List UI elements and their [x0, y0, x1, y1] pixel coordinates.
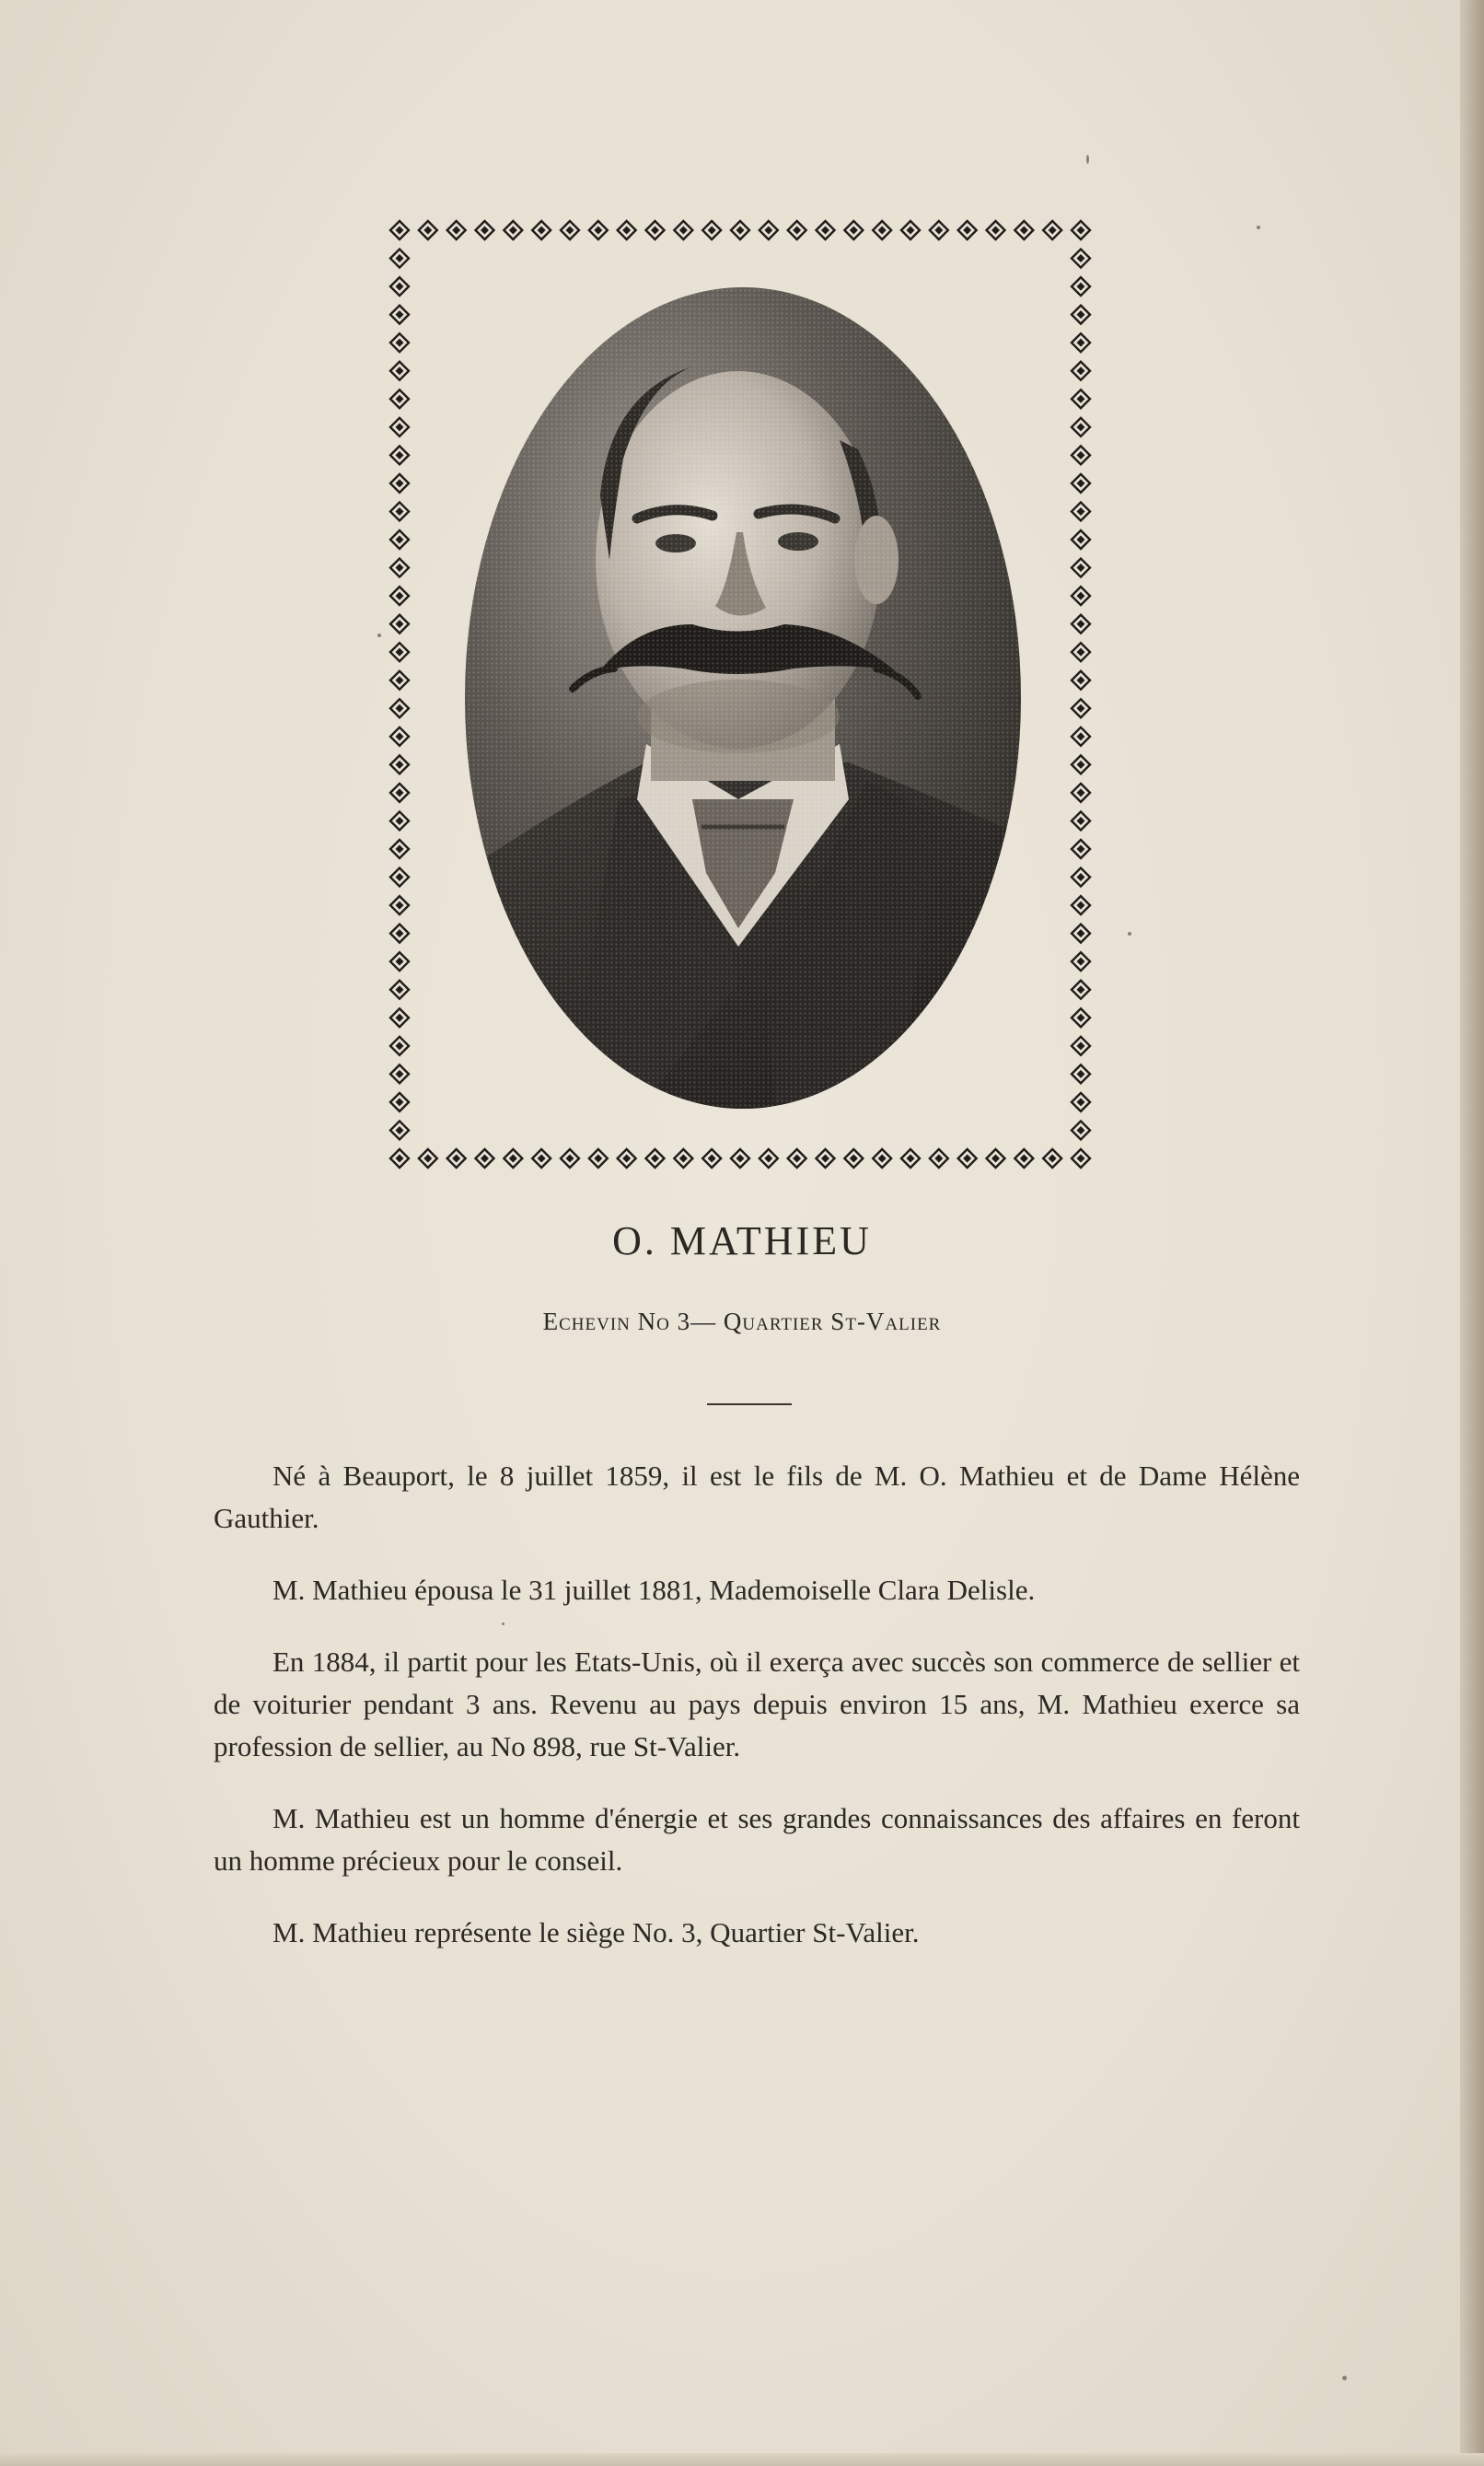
diamond-ornament-icon [390, 1149, 409, 1168]
diamond-ornament-icon [1072, 418, 1090, 436]
portrait-subtitle: Echevin No 3— Quartier St-Valier [542, 1308, 942, 1335]
diamond-ornament-icon [390, 1008, 409, 1027]
portrait-photo [462, 284, 1024, 1112]
diamond-ornament-icon [702, 1149, 721, 1168]
diamond-ornament-icon [930, 221, 948, 239]
biography-paragraph: M. Mathieu est un homme d'énergie et ses grandes connaissances des affaires en feront un homme précieux pour le conseil. [214, 1802, 1300, 1877]
diamond-ornament-icon [1072, 671, 1090, 690]
diamond-ornament-icon [390, 1064, 409, 1083]
diamond-ornament-icon [1072, 250, 1090, 268]
diamond-ornament-icon [817, 221, 835, 239]
diamond-ornament-icon [1072, 1149, 1090, 1168]
diamond-ornament-icon [1072, 727, 1090, 746]
diamond-ornament-icon [1072, 221, 1090, 239]
diamond-ornament-icon [390, 446, 409, 464]
diamond-ornament-icon [390, 868, 409, 887]
diamond-ornament-icon [1072, 1121, 1090, 1139]
diamond-ornament-icon [1014, 221, 1033, 239]
diamond-ornament-icon [1072, 755, 1090, 774]
diamond-ornament-icon [1072, 1037, 1090, 1055]
diamond-ornament-icon [1072, 811, 1090, 830]
diamond-ornament-icon [390, 250, 409, 268]
diamond-ornament-icon [390, 671, 409, 690]
diamond-ornament-icon [1072, 530, 1090, 549]
diamond-ornament-icon [589, 221, 608, 239]
diamond-ornament-icon [759, 221, 778, 239]
biography-text [214, 1455, 1300, 1983]
diamond-ornament-icon [390, 952, 409, 971]
diamond-ornament-icon [646, 1149, 665, 1168]
diamond-ornament-icon [958, 221, 977, 239]
diamond-ornament-icon [702, 221, 721, 239]
diamond-ornament-icon [646, 221, 665, 239]
diamond-ornament-icon [1072, 390, 1090, 408]
diamond-ornament-icon [390, 362, 409, 380]
diamond-ornament-icon [930, 1149, 948, 1168]
page-bottom-edge [0, 2453, 1484, 2466]
biography-paragraph: M. Mathieu épousa le 31 juillet 1881, Mademoiselle Clara Delisle. [272, 1574, 1036, 1606]
diamond-ornament-icon [390, 221, 409, 239]
diamond-ornament-icon [447, 221, 466, 239]
diamond-ornament-icon [1072, 362, 1090, 380]
diamond-ornament-icon [1072, 559, 1090, 577]
diamond-ornament-icon [1043, 221, 1061, 239]
diamond-ornament-icon [674, 1149, 692, 1168]
paper-speck [1342, 2376, 1347, 2380]
diamond-ornament-icon [504, 221, 522, 239]
diamond-ornament-icon [1072, 502, 1090, 520]
diamond-ornament-icon [788, 1149, 806, 1168]
biography-paragraph: M. Mathieu représente le siège No. 3, Quartier St-Valier. [272, 1916, 920, 1948]
diamond-ornament-icon [390, 699, 409, 717]
diamond-ornament-icon [390, 530, 409, 549]
diamond-ornament-icon [390, 277, 409, 296]
diamond-ornament-icon [1072, 643, 1090, 661]
paper-speck [1128, 932, 1131, 936]
diamond-ornament-icon [561, 1149, 579, 1168]
diamond-ornament-icon [1072, 699, 1090, 717]
diamond-ornament-icon [1072, 587, 1090, 605]
diamond-ornament-icon [873, 1149, 891, 1168]
diamond-ornament-icon [1072, 925, 1090, 943]
diamond-ornament-icon [390, 840, 409, 858]
diamond-ornament-icon [390, 1121, 409, 1139]
diamond-ornament-icon [532, 221, 551, 239]
diamond-ornament-icon [1072, 1064, 1090, 1083]
diamond-ornament-icon [561, 221, 579, 239]
diamond-ornament-icon [504, 1149, 522, 1168]
biography-paragraph: Né à Beauport, le 8 juillet 1859, il est le fils de M. O. Mathieu et de Dame Hélène Gauthier. [214, 1460, 1300, 1534]
diamond-ornament-icon [532, 1149, 551, 1168]
portrait-name: O. MATHIEU [612, 1218, 872, 1263]
diamond-ornament-icon [390, 474, 409, 493]
diamond-ornament-icon [390, 587, 409, 605]
diamond-ornament-icon [419, 1149, 437, 1168]
paper-speck [1257, 226, 1260, 229]
diamond-ornament-icon [1072, 615, 1090, 634]
biography-paragraph: En 1884, il partit pour les Etats-Unis, où il exerça avec succès son commerce de sellier et de voiturier pendant 3 ans. Revenu au pays depuis environ 15 ans, M. Mathieu exerce sa profession de sellier, au No 898, rue St-Valier. [214, 1646, 1300, 1762]
diamond-ornament-icon [390, 1093, 409, 1111]
diamond-ornament-icon [419, 221, 437, 239]
diamond-ornament-icon [674, 221, 692, 239]
diamond-ornament-icon [447, 1149, 466, 1168]
diamond-ornament-icon [390, 390, 409, 408]
diamond-ornament-icon [1072, 1093, 1090, 1111]
diamond-ornament-icon [1072, 840, 1090, 858]
diamond-ornament-icon [1043, 1149, 1061, 1168]
diamond-ornament-icon [390, 784, 409, 802]
diamond-ornament-icon [1072, 784, 1090, 802]
diamond-ornament-icon [390, 981, 409, 999]
diamond-ornament-icon [788, 221, 806, 239]
diamond-ornament-icon [390, 643, 409, 661]
diamond-ornament-icon [1072, 981, 1090, 999]
diamond-ornament-icon [1072, 952, 1090, 971]
diamond-ornament-icon [759, 1149, 778, 1168]
diamond-ornament-icon [1072, 446, 1090, 464]
diamond-ornament-icon [390, 615, 409, 634]
diamond-ornament-icon [1072, 333, 1090, 352]
diamond-ornament-icon [390, 727, 409, 746]
diamond-ornament-icon [618, 221, 636, 239]
diamond-ornament-icon [390, 755, 409, 774]
diamond-ornament-icon [901, 221, 920, 239]
diamond-ornament-icon [817, 1149, 835, 1168]
diamond-ornament-icon [476, 221, 494, 239]
diamond-ornament-icon [1072, 868, 1090, 887]
diamond-ornament-icon [390, 1037, 409, 1055]
section-divider [707, 1403, 792, 1405]
diamond-ornament-icon [1072, 896, 1090, 914]
diamond-ornament-icon [731, 1149, 749, 1168]
diamond-ornament-icon [1072, 306, 1090, 324]
diamond-ornament-icon [844, 221, 863, 239]
diamond-ornament-icon [390, 306, 409, 324]
diamond-ornament-icon [987, 221, 1005, 239]
diamond-ornament-icon [390, 811, 409, 830]
diamond-ornament-icon [589, 1149, 608, 1168]
diamond-ornament-icon [390, 502, 409, 520]
diamond-ornament-icon [390, 559, 409, 577]
diamond-ornament-icon [476, 1149, 494, 1168]
diamond-ornament-icon [731, 221, 749, 239]
paper-speck [377, 634, 381, 637]
diamond-ornament-icon [618, 1149, 636, 1168]
diamond-ornament-icon [390, 896, 409, 914]
diamond-ornament-icon [1014, 1149, 1033, 1168]
diamond-ornament-icon [390, 418, 409, 436]
diamond-ornament-icon [901, 1149, 920, 1168]
diamond-ornament-icon [873, 221, 891, 239]
diamond-ornament-icon [987, 1149, 1005, 1168]
diamond-ornament-icon [1072, 1008, 1090, 1027]
diamond-ornament-icon [390, 925, 409, 943]
diamond-ornament-icon [844, 1149, 863, 1168]
diamond-ornament-icon [1072, 277, 1090, 296]
paper-speck [1086, 155, 1089, 164]
diamond-ornament-icon [390, 333, 409, 352]
diamond-ornament-icon [1072, 474, 1090, 493]
diamond-ornament-icon [958, 1149, 977, 1168]
